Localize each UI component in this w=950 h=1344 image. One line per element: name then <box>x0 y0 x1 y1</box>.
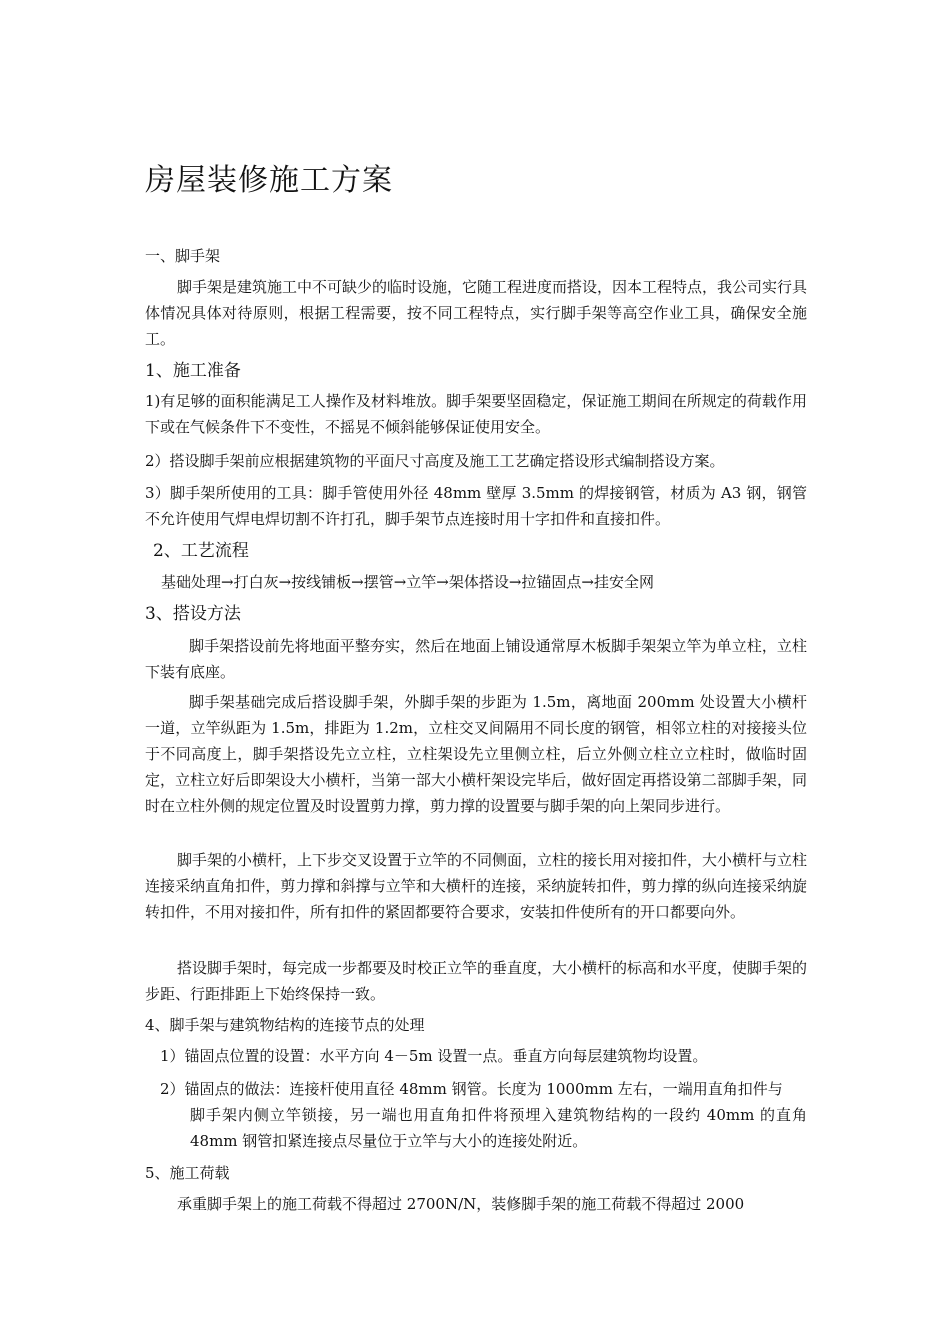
subheading-construction-load: 5、施工荷载 <box>145 1164 230 1182</box>
subheading-connection-nodes: 4、脚手架与建筑物结构的连接节点的处理 <box>145 1016 425 1034</box>
paragraph-preparation-2: 2）搭设脚手架前应根据建筑物的平面尺寸高度及施工工艺确定搭设形式编制搭设方案。 <box>145 452 725 470</box>
paragraph-erection-1: 脚手架搭设前先将地面平整夯实，然后在地面上铺设通常厚木板脚手架架立竿为单立柱，立柱下装有底座。 <box>145 637 807 681</box>
paragraph-anchor-method-line1: 2）锚固点的做法：连接杆使用直径 48mm 钢管。长度为 1000mm 左右，一端用直角扣件与 <box>160 1080 783 1098</box>
subheading-erection-method: 3、搭设方法 <box>145 604 241 624</box>
paragraph-erection-3: 脚手架的小横杆，上下步交叉设置于立竿的不同侧面，立柱的接长用对接扣件，大小横杆与立柱连接采纳直角扣件，剪力撑和斜撑与立竿和大横杆的连接，采纳旋转扣件，剪力撑的纵向连接采纳旋转扣件，不用对接扣件，所有扣件的紧固都要符合要求，安装扣件使所有的开口都要向外。 <box>145 851 808 921</box>
paragraph-erection-2: 脚手架基础完成后搭设脚手架，外脚手架的步距为 1.5m，离地面 200mm 处设置大小横杆一道，立竿纵距为 1.5m，排距为 1.2m，立柱交叉间隔用不同长度的钢管，相邻立柱的对接接头位于不同高度上，脚手架搭设先立立柱，立柱架设先立里侧立柱，后立外侧立柱立立柱时，做临时固定，立柱立好后即架设大小横杆，当第一部大小横杆架设完毕后，做好固定再搭设第二部脚手架，同时在立柱外侧的规定位置及时设置剪力撑，剪力撑的设置要与脚手架的向上架同步进行。 <box>145 693 807 815</box>
paragraph-anchor-method-rest: 脚手架内侧立竿锁接，另一端也用直角扣件将预埋入建筑物结构的一段约 40mm 的直角 48mm 钢管扣紧连接点尽量位于立竿与大小的连接处附近。 <box>190 1106 807 1150</box>
process-flow-line: 基础处理→打白灰→按线铺板→摆管→立竿→架体搭设→拉锚固点→挂安全网 <box>161 573 654 591</box>
paragraph-anchor-position: 1）锚固点位置的设置：水平方向 4－5m 设置一点。垂直方向每层建筑物均设置。 <box>160 1047 708 1065</box>
paragraph-preparation-1: 1)有足够的面积能满足工人操作及材料堆放。脚手架要坚固稳定，保证施工期间在所规定的荷载作用下或在气候条件下不变性，不摇晃不倾斜能够保证使用安全。 <box>145 392 807 436</box>
paragraph-preparation-3: 3）脚手架所使用的工具：脚手管使用外径 48mm 壁厚 3.5mm 的焊接钢管，材质为 A3 钢，钢管不允许使用气焊电焊切割不许打孔，脚手架节点连接时用十字扣件和直接扣件。 <box>145 484 807 528</box>
paragraph-scaffold-intro: 脚手架是建筑施工中不可缺少的临时设施，它随工程进度而搭设，因本工程特点，我公司实行具体情况具体对待原则，根据工程需要，按不同工程特点，实行脚手架等高空作业工具，确保安全施工。 <box>145 278 808 348</box>
subheading-preparation: 1、施工准备 <box>145 361 241 381</box>
paragraph-erection-4: 搭设脚手架时，每完成一步都要及时校正立竿的垂直度，大小横杆的标高和水平度，使脚手架的步距、行距排距上下始终保持一致。 <box>145 959 808 1003</box>
section-heading-scaffold: 一、脚手架 <box>145 247 221 265</box>
page-title: 房屋装修施工方案 <box>145 163 393 198</box>
paragraph-construction-load: 承重脚手架上的施工荷载不得超过 2700N/N，装修脚手架的施工荷载不得超过 2000 <box>177 1195 745 1213</box>
subheading-process-flow: 2、工艺流程 <box>153 541 249 561</box>
